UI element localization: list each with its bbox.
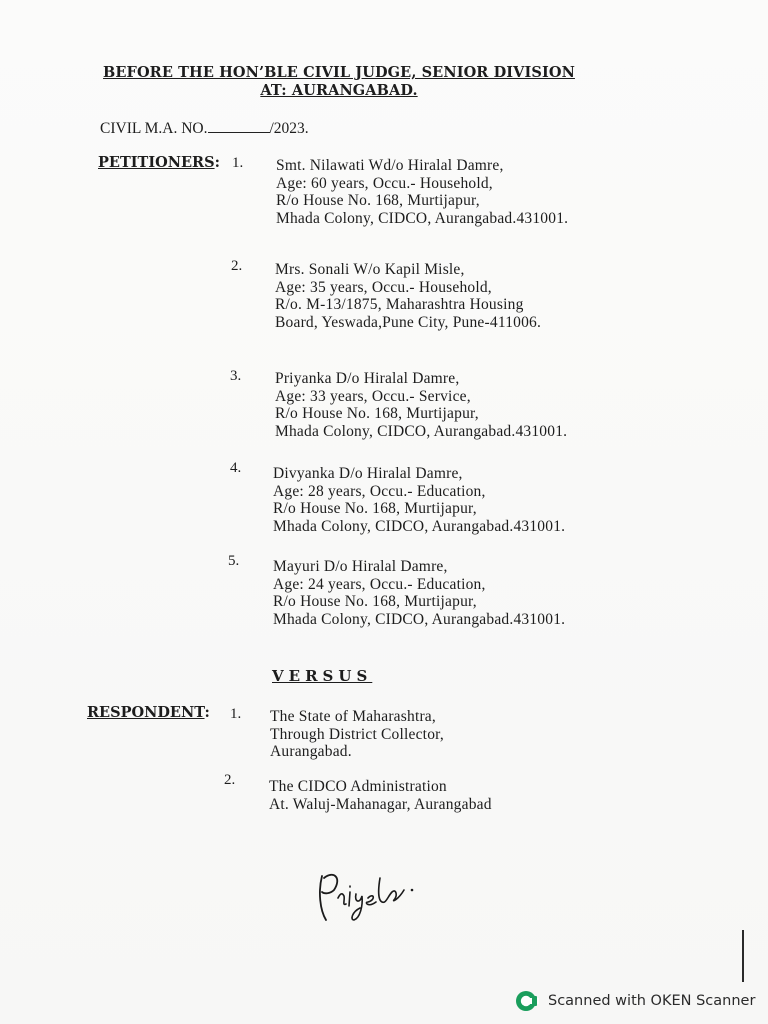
case-number-suffix: /2023. <box>269 120 309 137</box>
case-number-prefix: CIVIL M.A. NO. <box>100 120 208 137</box>
petitioner-3-number: 3. <box>230 368 242 384</box>
petitioner-1: Smt. Nilawati Wd/o Hiralal Damre, Age: 60 years, Occu.- Household, R/o House No. 168, Murtijapur, Mhada Colony, CIDCO, Aurangabad.431001. <box>276 157 569 227</box>
court-heading-line2: AT: AURANGABAD. <box>260 82 418 99</box>
case-number <box>100 120 309 138</box>
respondent-2: The CIDCO Administration At. Waluj-Mahanagar, Aurangabad <box>269 778 492 813</box>
signature-image <box>312 862 422 928</box>
scan-edge-line <box>742 930 744 982</box>
scanner-label: Scanned with OKEN Scanner <box>548 993 756 1009</box>
scanner-watermark <box>515 990 755 1012</box>
case-number-blank <box>208 120 270 133</box>
scanner-logo-icon <box>515 990 539 1012</box>
petitioner-1-number: 1. <box>232 155 244 171</box>
court-heading-line1: BEFORE THE HON’BLE CIVIL JUDGE, SENIOR DIVISION <box>103 64 575 81</box>
respondents-label: RESPONDENT: <box>87 704 210 721</box>
respondent-1: The State of Maharashtra, Through District Collector, Aurangabad. <box>270 708 444 761</box>
petitioner-2-number: 2. <box>231 258 243 274</box>
petitioner-5-number: 5. <box>228 553 240 569</box>
petitioner-2: Mrs. Sonali W/o Kapil Misle, Age: 35 years, Occu.- Household, R/o. M-13/1875, Maharashtra Housing Board, Yeswada,Pune City, Pune-411006. <box>275 261 542 331</box>
petitioner-3: Priyanka D/o Hiralal Damre, Age: 33 years, Occu.- Service, R/o House No. 168, Murtijapur, Mhada Colony, CIDCO, Aurangabad.431001. <box>275 370 568 440</box>
petitioners-label: PETITIONERS: <box>98 154 220 171</box>
respondent-2-number: 2. <box>224 772 236 788</box>
respondent-1-number: 1. <box>230 706 242 722</box>
petitioner-4-number: 4. <box>230 460 242 476</box>
petitioner-5: Mayuri D/o Hiralal Damre, Age: 24 years, Occu.- Education, R/o House No. 168, Murtijapur, Mhada Colony, CIDCO, Aurangabad.431001. <box>273 558 566 628</box>
petitioner-4: Divyanka D/o Hiralal Damre, Age: 28 years, Occu.- Education, R/o House No. 168, Murtijapur, Mhada Colony, CIDCO, Aurangabad.431001. <box>273 465 566 535</box>
versus-heading: VERSUS <box>272 667 373 685</box>
